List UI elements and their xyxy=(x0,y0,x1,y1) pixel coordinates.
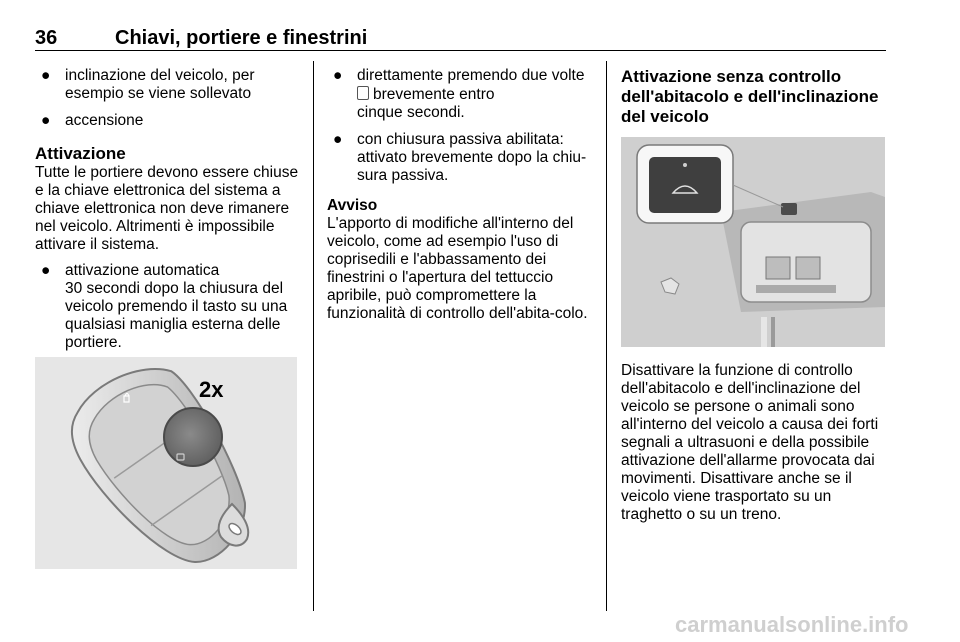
page-number: 36 xyxy=(35,27,58,49)
column-2 xyxy=(327,67,593,323)
column-divider-1 xyxy=(313,61,314,611)
list-item-text: accensione xyxy=(65,112,144,129)
list-item: ● direttamente premendo due volte brevemente entro cinque secondi. xyxy=(333,67,585,121)
list-item-title: attivazione automatica xyxy=(65,262,220,279)
column-1 xyxy=(35,67,300,361)
list-item-text: 30 secondi dopo la chiusura del veicolo premendo il tasto su una qualsiasi maniglia esterna delle portiere. xyxy=(65,280,288,351)
column-3 xyxy=(621,67,887,127)
page-title: Chiavi, portiere e finestrini xyxy=(115,27,368,49)
column-divider-2 xyxy=(606,61,607,611)
roof-console-figure xyxy=(621,137,885,347)
key-fob-illustration xyxy=(35,357,297,569)
bullet-list-activation xyxy=(327,67,593,185)
bullet-list-top xyxy=(35,67,300,130)
bullet-list-auto xyxy=(35,262,300,352)
list-item-text: inclinazione del veicolo, per esempio se viene sollevato xyxy=(65,67,255,102)
header-rule xyxy=(35,50,886,51)
paragraph: Disattivare la funzione di controllo dell'abitacolo e dell'inclinazione del veicolo se persone o animali sono all'interno del veicolo a causa dei forti segnali a ultrasuoni e della possibile attivazione dell'allarme provocata dai movimenti. Disattivare anche se il veicolo viene trasportato su un traghetto o su un treno. xyxy=(621,362,879,523)
list-item-text: con chiusura passiva abilitata: attivato brevemente dopo la chiu-sura passiva. xyxy=(357,131,587,184)
section-heading-attivazione: Attivazione xyxy=(35,144,126,163)
list-item: ● inclinazione del veicolo, per esempio se viene sollevato xyxy=(41,67,255,102)
list-item-text: brevemente entro xyxy=(373,86,495,103)
list-item: ● accensione xyxy=(41,112,144,129)
note-text: L'apporto di modifiche all'interno del veicolo, come ad esempio l'uso di coprisedili e l'abbassamento dei finestrini o l'apertura del tettuccio apribile, può compromettere la funzionalità di controllo dell'abita-colo. xyxy=(327,215,588,322)
figure-label: 2x xyxy=(199,377,224,402)
page-header xyxy=(35,27,885,51)
list-item: ● con chiusura passiva abilitata: attivato brevemente dopo la chiu-sura passiva. xyxy=(333,131,587,184)
list-item: ● attivazione automatica 30 secondi dopo la chiusura del veicolo premendo il tasto su una qualsiasi maniglia esterna delle portiere. xyxy=(41,262,288,351)
column-3-body xyxy=(621,362,889,524)
list-item-text: cinque secondi. xyxy=(357,104,465,121)
console-button-icon xyxy=(781,203,797,215)
paragraph: Tutte le portiere devono essere chiuse e la chiave elettronica del sistema a chiave elettronica non deve rimanere nel veicolo. Altrimenti è impossibile attivare il sistema. xyxy=(35,164,299,253)
key-fob-figure xyxy=(35,357,297,569)
roof-console-illustration xyxy=(621,137,885,347)
note-title: Avviso xyxy=(327,197,378,214)
section-heading-no-monitoring: Attivazione senza controllo dell'abitacolo e dell'inclinazione del veicolo xyxy=(621,67,879,126)
footer-watermark: carmanualsonline.info xyxy=(675,612,909,637)
fob-lock-button xyxy=(164,408,222,466)
lock-button-icon xyxy=(357,86,369,100)
list-item-text: direttamente premendo due volte xyxy=(357,67,585,84)
